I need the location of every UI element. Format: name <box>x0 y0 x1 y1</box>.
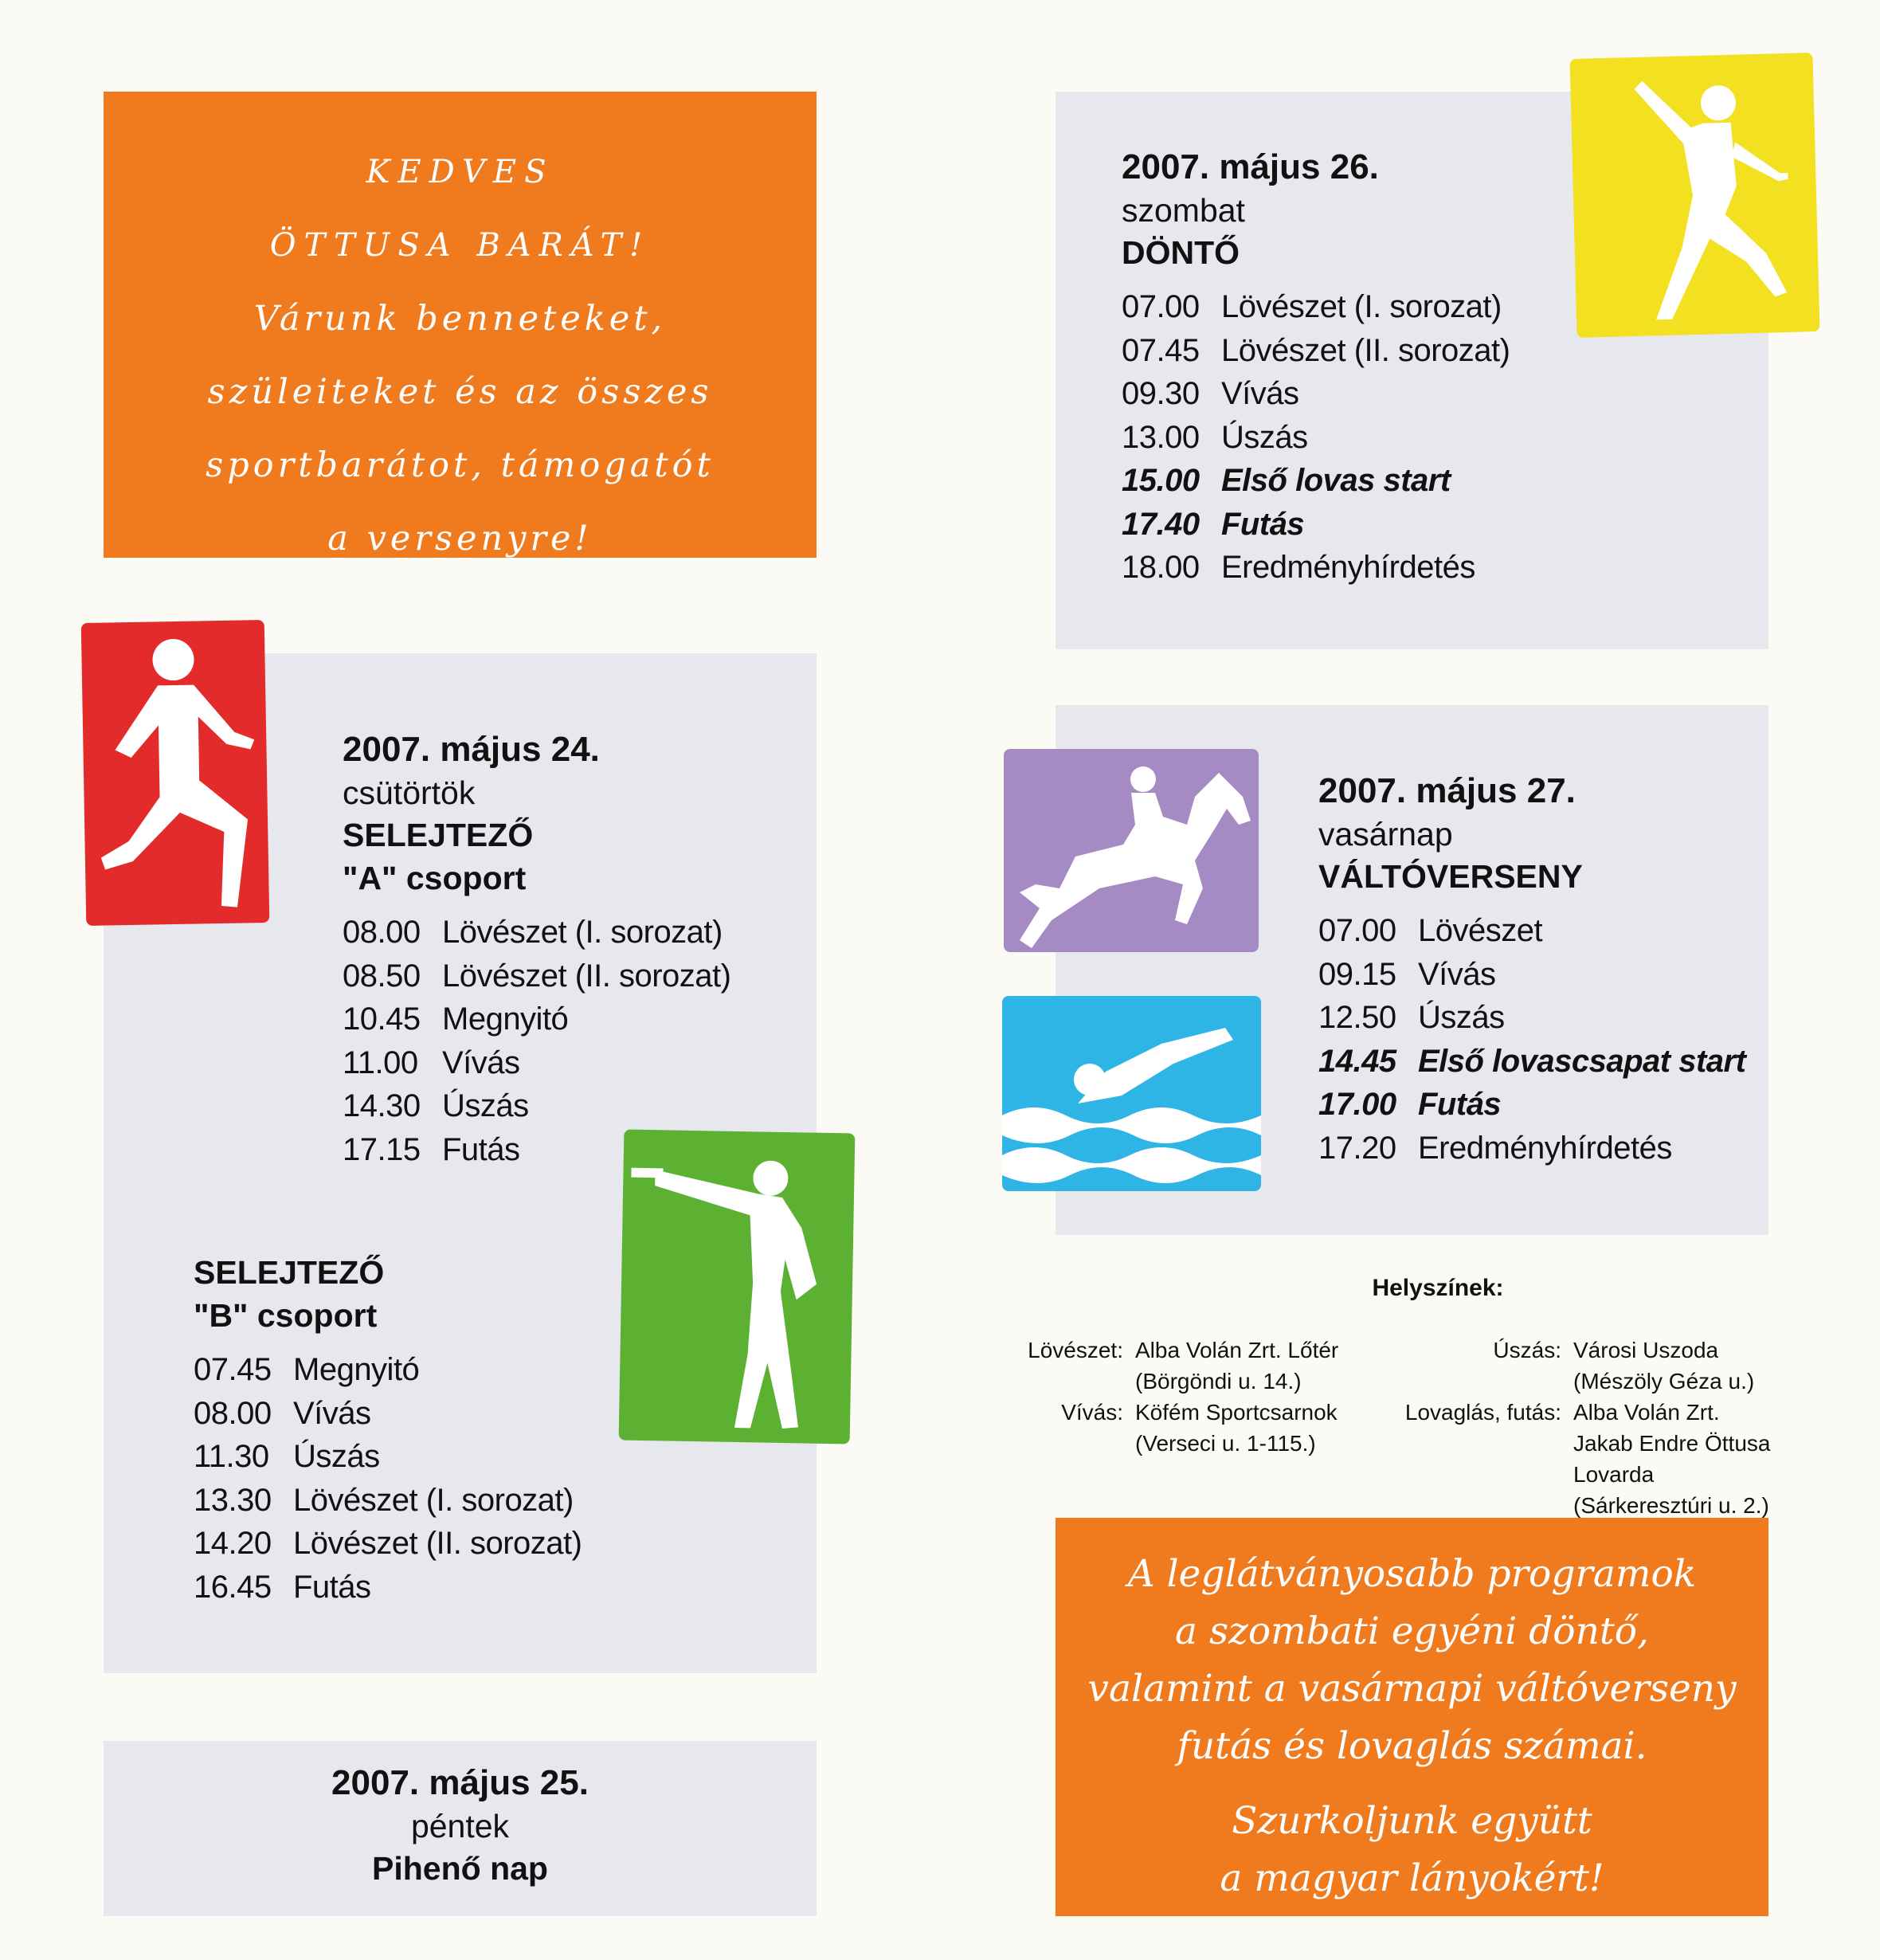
venue-shooting: Alba Volán Zrt. Lőtér (Börgöndi u. 14.) <box>1135 1338 1339 1394</box>
schedule-weekday: péntek <box>410 1808 510 1844</box>
schedule-row: 07.00 Lövészet (I. sorozat) <box>1122 289 1502 324</box>
running-icon <box>81 620 270 926</box>
schedule-day25 <box>104 1761 817 1890</box>
schedule-list <box>1122 285 1510 590</box>
venue-label: Vívás: <box>1061 1400 1123 1425</box>
schedule-day24-group-b <box>194 1251 582 1609</box>
schedule-row: 08.50 Lövészet (II. sorozat) <box>343 958 731 994</box>
schedule-row: 07.45 Megnyitó <box>194 1352 420 1387</box>
welcome-line: szüleiteket és az összes <box>207 372 713 412</box>
schedule-weekday: szombat <box>1122 192 1245 229</box>
schedule-date: 2007. május 27. <box>1318 771 1576 810</box>
promo-box <box>1056 1518 1768 1916</box>
schedule-row: 18.00 Eredményhírdetés <box>1122 550 1475 585</box>
venue-swimming: Városi Uszoda (Mészöly Géza u.) <box>1573 1338 1755 1394</box>
schedule-row: 07.45 Lövészet (II. sorozat) <box>1122 332 1510 368</box>
schedule-day24 <box>343 727 730 1171</box>
schedule-date: 2007. május 25. <box>331 1763 589 1802</box>
welcome-line: ÖTTUSA BARÁT! <box>269 227 651 264</box>
swimming-icon <box>1002 996 1261 1191</box>
promo-line: A leglátványosabb programok <box>1127 1552 1697 1596</box>
schedule-day26 <box>1122 145 1510 590</box>
schedule-row: 13.30 Lövészet (I. sorozat) <box>194 1482 574 1518</box>
schedule-row: 09.15 Vívás <box>1318 956 1496 992</box>
schedule-group: "A" csoport <box>343 860 527 896</box>
schedule-weekday: csütörtök <box>343 774 476 811</box>
venue-fencing: Köfém Sportcsarnok (Verseci u. 1-115.) <box>1135 1400 1338 1456</box>
schedule-row: 07.00 Lövészet <box>1318 913 1543 948</box>
schedule-row: 15.00 Első lovas start <box>1122 463 1451 498</box>
welcome-line: a versenyre! <box>327 519 593 559</box>
schedule-row: 17.40 Futás <box>1122 506 1305 542</box>
venue-label: Lövészet: <box>1028 1338 1123 1362</box>
schedule-group: "B" csoport <box>194 1297 378 1334</box>
venues-title: Helyszínek: <box>1372 1275 1504 1301</box>
venue-label: Úszás: <box>1493 1338 1561 1362</box>
schedule-headline: Pihenő nap <box>372 1850 548 1887</box>
schedule-headline: SELEJTEZŐ <box>343 817 534 853</box>
promo-line: futás és lovaglás számai. <box>1177 1724 1647 1768</box>
venue-riding: Alba Volán Zrt. Jakab Endre Öttusa Lovarda (Sárkeresztúri u. 2.) <box>1573 1400 1771 1518</box>
promo-line: valamint a vasárnapi váltóverseny <box>1087 1667 1737 1711</box>
schedule-date: 2007. május 26. <box>1122 147 1379 186</box>
welcome-line: Várunk benneteket, <box>253 299 667 339</box>
schedule-row: 14.20 Lövészet (II. sorozat) <box>194 1526 582 1561</box>
schedule-date: 2007. május 24. <box>343 730 600 769</box>
fencing-icon <box>1569 53 1819 338</box>
schedule-headline: VÁLTÓVERSENY <box>1318 858 1583 895</box>
welcome-box <box>104 92 817 558</box>
schedule-weekday: vasárnap <box>1318 816 1453 853</box>
schedule-row: 08.00 Lövészet (I. sorozat) <box>343 915 723 950</box>
welcome-line: KEDVES <box>366 154 554 190</box>
schedule-headline: DÖNTŐ <box>1122 234 1240 271</box>
schedule-row: 11.00 Vívás <box>343 1045 520 1080</box>
riding-icon <box>1004 749 1259 952</box>
schedule-row: 17.20 Eredményhírdetés <box>1318 1130 1672 1166</box>
venue-label: Lovaglás, futás: <box>1404 1400 1561 1425</box>
schedule-headline: SELEJTEZŐ <box>194 1254 385 1291</box>
promo-line: a magyar lányokért! <box>1220 1856 1604 1900</box>
schedule-list <box>194 1348 582 1609</box>
schedule-row: 17.15 Futás <box>343 1131 520 1167</box>
schedule-row: 10.45 Megnyitó <box>343 1002 569 1037</box>
schedule-row: 09.30 Vívás <box>1122 376 1299 411</box>
schedule-row: 17.00 Futás <box>1318 1087 1502 1122</box>
schedule-row: 14.45 Első lovascsapat start <box>1318 1043 1746 1079</box>
welcome-line: sportbarátot, támogatót <box>206 445 715 485</box>
promo-line: Szurkoljunk együtt <box>1232 1799 1592 1843</box>
schedule-row: 13.00 Úszás <box>1122 419 1308 455</box>
schedule-row: 16.45 Futás <box>194 1569 371 1605</box>
venues <box>1012 1275 1808 1518</box>
promo-line: a szombati egyéni döntő, <box>1175 1609 1649 1653</box>
schedule-row: 11.30 Úszás <box>194 1439 380 1474</box>
schedule-day27 <box>1318 769 1745 1170</box>
schedule-row: 12.50 Úszás <box>1318 1000 1505 1035</box>
schedule-row: 14.30 Úszás <box>343 1088 529 1123</box>
schedule-list <box>1318 909 1745 1170</box>
schedule-row: 08.00 Vívás <box>194 1395 371 1431</box>
shooting-icon <box>619 1129 856 1444</box>
